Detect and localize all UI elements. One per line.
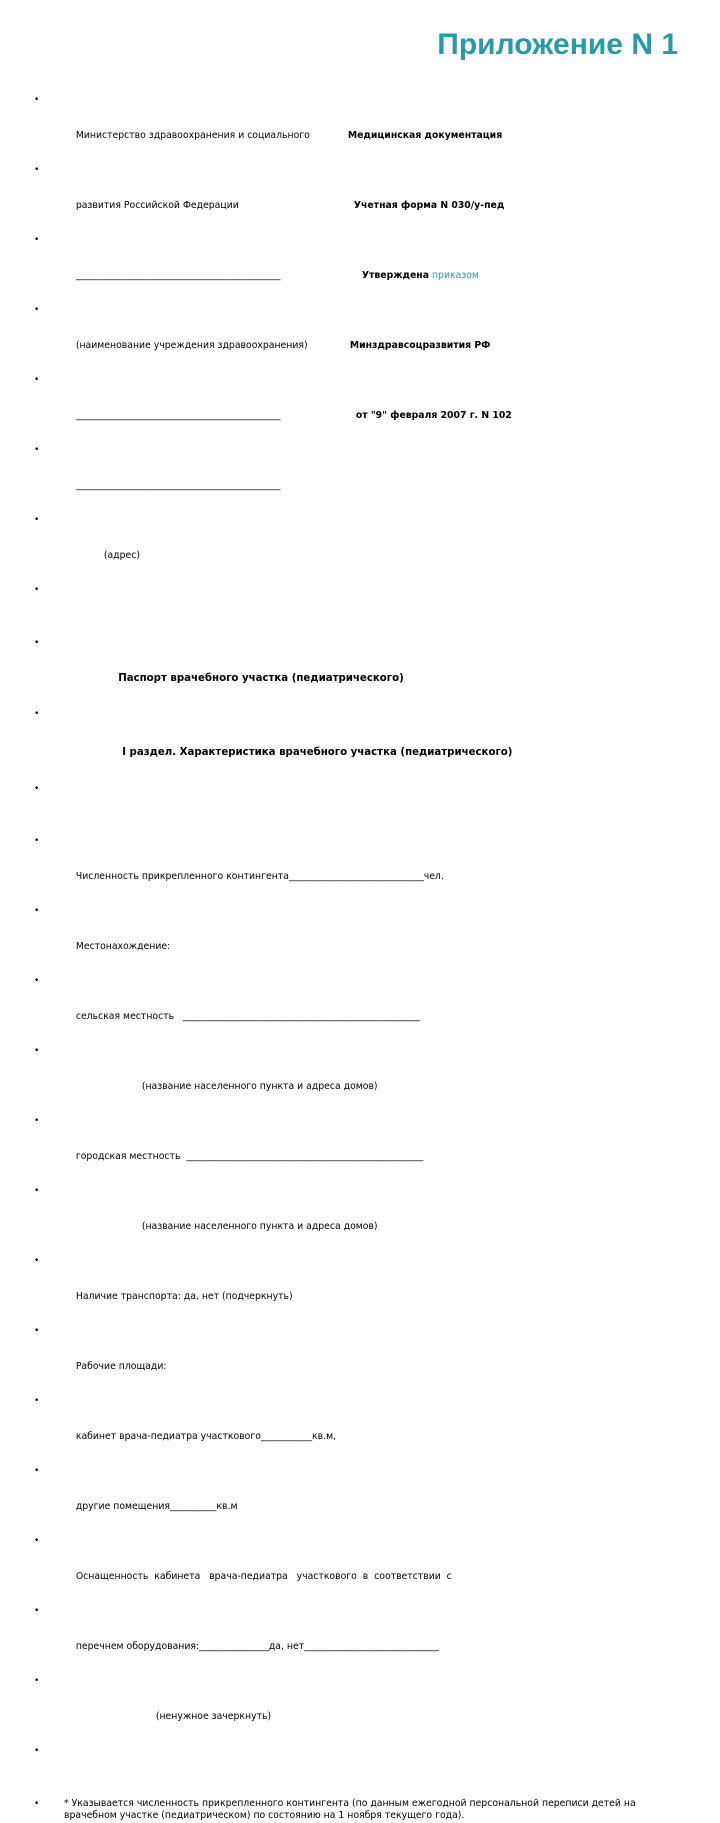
doc-type-label: Медицинская документация <box>347 130 503 141</box>
work-areas-label: Рабочие площади: <box>75 1361 167 1372</box>
equipment-line-2: перечнем оборудования:_______________да, нет_____________________________ <box>75 1641 439 1652</box>
strike-caption: (ненужное зачеркнуть) <box>155 1711 272 1722</box>
urban-caption: (название населенного пункта и адреса домов) <box>141 1221 378 1232</box>
bullet: • <box>34 708 40 719</box>
list-item <box>34 1603 684 1673</box>
bullet: • <box>34 165 40 175</box>
list-item <box>34 705 684 781</box>
list-item <box>34 903 684 973</box>
approved-label: Утверждена <box>361 270 429 281</box>
equipment-line-1: Оснащенность кабинета врача-педиатра участкового в соответствии с <box>75 1571 452 1582</box>
address-blank-line-2: ____________________________________________ <box>75 480 281 491</box>
transport-line: Наличие транспорта: да, нет (подчеркнуть) <box>75 1291 293 1302</box>
bullet: • <box>34 1046 40 1056</box>
bullet: • <box>34 1116 40 1126</box>
rural-line: сельская местность ___________________________________________________ <box>75 1011 421 1022</box>
order-link[interactable]: приказом <box>431 270 479 281</box>
list-item <box>34 232 684 302</box>
ministry-line-1: Министерство здравоохранения и социального <box>75 130 310 141</box>
list-item <box>34 442 684 512</box>
bullet: • <box>34 637 40 648</box>
bullet: • <box>34 1798 40 1809</box>
list-item <box>34 372 684 442</box>
list-item <box>34 1183 684 1253</box>
section-heading: I раздел. Характеристика врачебного участка (педиатрического) <box>122 746 513 758</box>
footnote: * Указывается численность прикрепленного контингента (по данным ежегодной персональной переписи детей на врачебном участке (педиатрическом) по состоянию на 1 ноября текущего года). <box>64 1797 636 1821</box>
list-item <box>34 781 684 834</box>
passport-heading: Паспорт врачебного участка (педиатрического) <box>118 672 404 684</box>
bullet: • <box>34 445 40 455</box>
bullet: • <box>34 906 40 916</box>
list-item <box>34 635 684 705</box>
rural-caption: (название населенного пункта и адреса домов) <box>141 1081 378 1092</box>
bullet: • <box>34 836 40 846</box>
page-title: Приложение N 1 <box>437 28 678 61</box>
list-item <box>34 1463 684 1533</box>
list-item <box>34 1043 684 1113</box>
address-caption: (адрес) <box>103 550 140 561</box>
address-blank-line-1: ____________________________________________ <box>75 410 281 421</box>
bullet: • <box>34 1256 40 1266</box>
list-item <box>34 512 684 582</box>
other-rooms-line: другие помещения__________кв.м <box>75 1501 238 1512</box>
ministry-line-2: развития Российской Федерации <box>75 200 239 211</box>
form-lines <box>34 92 684 1823</box>
ministry-abbrev: Минздравсоцразвития РФ <box>349 340 491 351</box>
list-item <box>34 582 684 635</box>
order-date: от "9" февраля 2007 г. N 102 <box>355 410 512 421</box>
institution-caption: (наименование учреждения здравоохранения) <box>75 340 308 351</box>
institution-blank-line: ____________________________________________ <box>75 270 281 281</box>
list-item <box>34 1113 684 1183</box>
list-item <box>34 1796 684 1823</box>
population-line: Численность прикрепленного контингента_____________________________чел. <box>75 871 444 882</box>
list-item <box>34 1743 684 1796</box>
bullet: • <box>34 375 40 385</box>
bullet: • <box>34 1186 40 1196</box>
list-item <box>34 162 684 232</box>
list-item <box>34 1323 684 1393</box>
bullet: • <box>34 235 40 245</box>
bullet: • <box>34 1396 40 1406</box>
form-number: Учетная форма N 030/у-пед <box>353 200 505 211</box>
bullet: • <box>34 783 40 794</box>
bullet: • <box>34 585 40 595</box>
list-item <box>34 302 684 372</box>
urban-line: городская местность ___________________________________________________ <box>75 1151 424 1162</box>
bullet: • <box>34 1326 40 1336</box>
location-label: Местонахождение: <box>75 941 171 952</box>
bullet: • <box>34 95 40 105</box>
bullet: • <box>34 1676 40 1686</box>
list-item <box>34 833 684 903</box>
bullet: • <box>34 1606 40 1616</box>
list-item <box>34 1253 684 1323</box>
bullet: • <box>34 1536 40 1546</box>
list-item <box>34 1393 684 1463</box>
bullet: • <box>34 515 40 525</box>
list-item <box>34 1533 684 1603</box>
office-area-line: кабинет врача-педиатра участкового___________кв.м, <box>75 1431 337 1442</box>
bullet: • <box>34 305 40 315</box>
list-item <box>34 973 684 1043</box>
bullet: • <box>34 1746 40 1756</box>
bullet: • <box>34 1466 40 1476</box>
list-item <box>34 92 684 162</box>
bullet: • <box>34 976 40 986</box>
list-item <box>34 1673 684 1743</box>
